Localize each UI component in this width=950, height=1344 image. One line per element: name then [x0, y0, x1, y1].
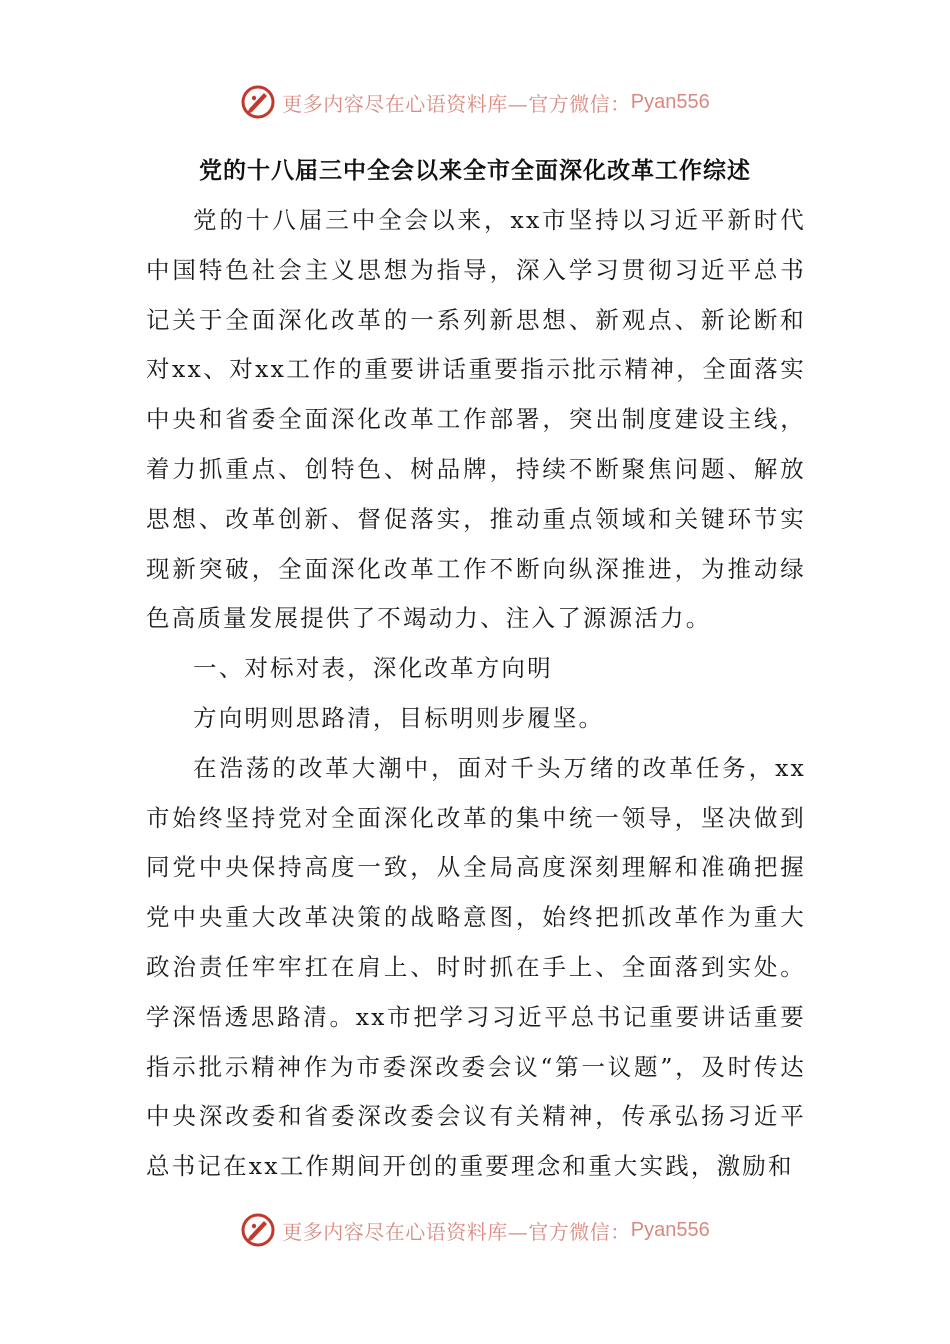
paragraph-body: 在浩荡的改革大潮中，面对千头万绪的改革任务，xx市始终坚持党对全面深化改革的集中统一领导，坚决做到同党中央保持高度一致，从全局高度深刻理解和准确把握党中央重大改革决策的战略意图，始终把抓改革作为重大政治责任牢牢扛在肩上、时时抓在手上、全面落到实处。学深悟透思路清。xx市把学习习近平总书记重要讲话重要指示批示精神作为市委深改委会议“第一议题”，及时传达中央深改委和省委深改委会议有关精神，传承弘扬习近平总书记在xx工作期间开创的重要理念和重大实践，激励和: [146, 753, 806, 1181]
watermark-text: 更多内容尽在心语资料库—官方微信：: [282, 91, 631, 116]
watermark-wechat-id: Pyan556: [630, 1218, 710, 1241]
brand-logo-icon: [240, 84, 276, 120]
paragraph-lead: 方向明则思路清，目标明则步履坚。: [193, 703, 605, 732]
watermark-text: 更多内容尽在心语资料库—官方微信：: [282, 1219, 631, 1244]
section-heading: 一、对标对表，深化改革方向明: [193, 654, 553, 683]
watermark-wechat-id: Pyan556: [630, 90, 710, 113]
footer-watermark: [0, 1210, 950, 1250]
paragraph-intro: 党的十八届三中全会以来，xx市坚持以习近平新时代中国特色社会主义思想为指导，深入学习贯彻习近平总书记关于全面深化改革的一系列新思想、新观点、新论断和对xx、对xx工作的重要讲话重要指示批示精神，全面落实中央和省委全面深化改革工作部署，突出制度建设主线，着力抓重点、创特色、树品牌，持续不断聚焦问题、解放思想、改革创新、督促落实，推动重点领域和关键环节实现新突破，全面深化改革工作不断向纵深推进，为推动绿色高质量发展提供了不竭动力、注入了源源活力。: [146, 206, 806, 633]
document-body: [146, 196, 806, 1192]
document-title: 党的十八届三中全会以来全市全面深化改革工作综述: [199, 158, 751, 184]
brand-logo-icon: [240, 1212, 276, 1248]
header-watermark: [0, 82, 950, 122]
